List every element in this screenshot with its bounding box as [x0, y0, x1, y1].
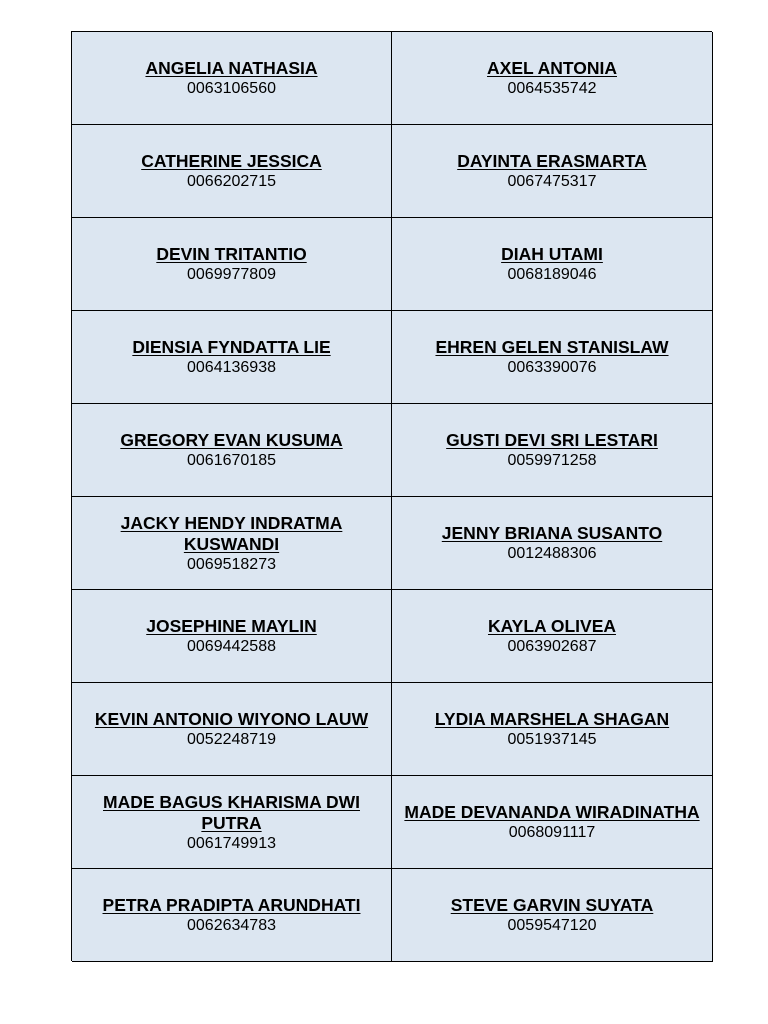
card-name: EHREN GELEN STANISLAW	[435, 337, 669, 357]
card-name: AXEL ANTONIA	[487, 58, 617, 78]
name-card	[392, 497, 713, 590]
card-name: ANGELIA NATHASIA	[145, 58, 318, 78]
card-id-number: 0063390076	[507, 359, 597, 376]
name-card	[392, 218, 713, 311]
card-id-number: 0061670185	[187, 452, 276, 469]
card-name: JOSEPHINE MAYLIN	[146, 616, 317, 636]
card-id-number: 0052248719	[187, 731, 276, 748]
name-card	[72, 497, 392, 590]
name-card	[392, 404, 713, 497]
card-name: PETRA PRADIPTA ARUNDHATI	[102, 895, 361, 915]
name-card	[72, 125, 392, 218]
card-id-number: 0069442588	[187, 638, 276, 655]
card-name: DEVIN TRITANTIO	[156, 244, 307, 264]
card-id-number: 0061749913	[187, 834, 276, 852]
card-id-number: 0069518273	[187, 555, 276, 573]
card-id-number: 0059547120	[507, 917, 597, 934]
card-name: MADE DEVANANDA WIRADINATHA	[404, 802, 700, 822]
name-card	[392, 125, 713, 218]
card-id-number: 0063106560	[187, 80, 276, 97]
card-name: DIENSIA FYNDATTA LIE	[132, 337, 331, 357]
name-card	[72, 590, 392, 683]
card-name: JACKY HENDY INDRATMA KUSWANDI	[120, 512, 343, 554]
card-id-number: 0063902687	[507, 638, 597, 655]
card-name: CATHERINE JESSICA	[141, 151, 322, 171]
name-card	[72, 869, 392, 962]
card-name: LYDIA MARSHELA SHAGAN	[434, 709, 670, 729]
name-card	[72, 218, 392, 311]
name-card	[72, 311, 392, 404]
card-name: KEVIN ANTONIO WIYONO LAUW	[94, 709, 369, 729]
name-card	[392, 311, 713, 404]
card-id-number: 0068189046	[507, 266, 597, 283]
name-card	[72, 32, 392, 125]
card-id-number: 0051937145	[507, 731, 597, 748]
card-name: GREGORY EVAN KUSUMA	[120, 430, 343, 450]
card-name: DAYINTA ERASMARTA	[457, 151, 647, 171]
name-card	[72, 776, 392, 869]
card-id-number: 0064535742	[507, 80, 597, 97]
card-name: DIAH UTAMI	[501, 244, 603, 264]
name-card	[392, 683, 713, 776]
card-name: JENNY BRIANA SUSANTO	[441, 523, 663, 543]
name-card	[392, 590, 713, 683]
card-name: GUSTI DEVI SRI LESTARI	[446, 430, 658, 450]
card-id-number: 0062634783	[187, 917, 276, 934]
name-card	[392, 869, 713, 962]
name-card	[392, 32, 713, 125]
card-name: MADE BAGUS KHARISMA DWI PUTRA	[103, 791, 360, 833]
card-id-number: 0059971258	[507, 452, 597, 469]
card-id-number: 0067475317	[507, 173, 597, 190]
card-name: STEVE GARVIN SUYATA	[450, 895, 654, 915]
card-id-number: 0068091117	[508, 824, 596, 841]
card-id-number: 0012488306	[507, 545, 597, 562]
name-card-grid	[71, 31, 712, 961]
card-name: KAYLA OLIVEA	[487, 616, 617, 636]
name-card	[72, 683, 392, 776]
card-id-number: 0066202715	[187, 173, 276, 190]
card-id-number: 0064136938	[187, 359, 276, 376]
name-card	[72, 404, 392, 497]
card-id-number: 0069977809	[187, 266, 276, 283]
name-card	[392, 776, 713, 869]
